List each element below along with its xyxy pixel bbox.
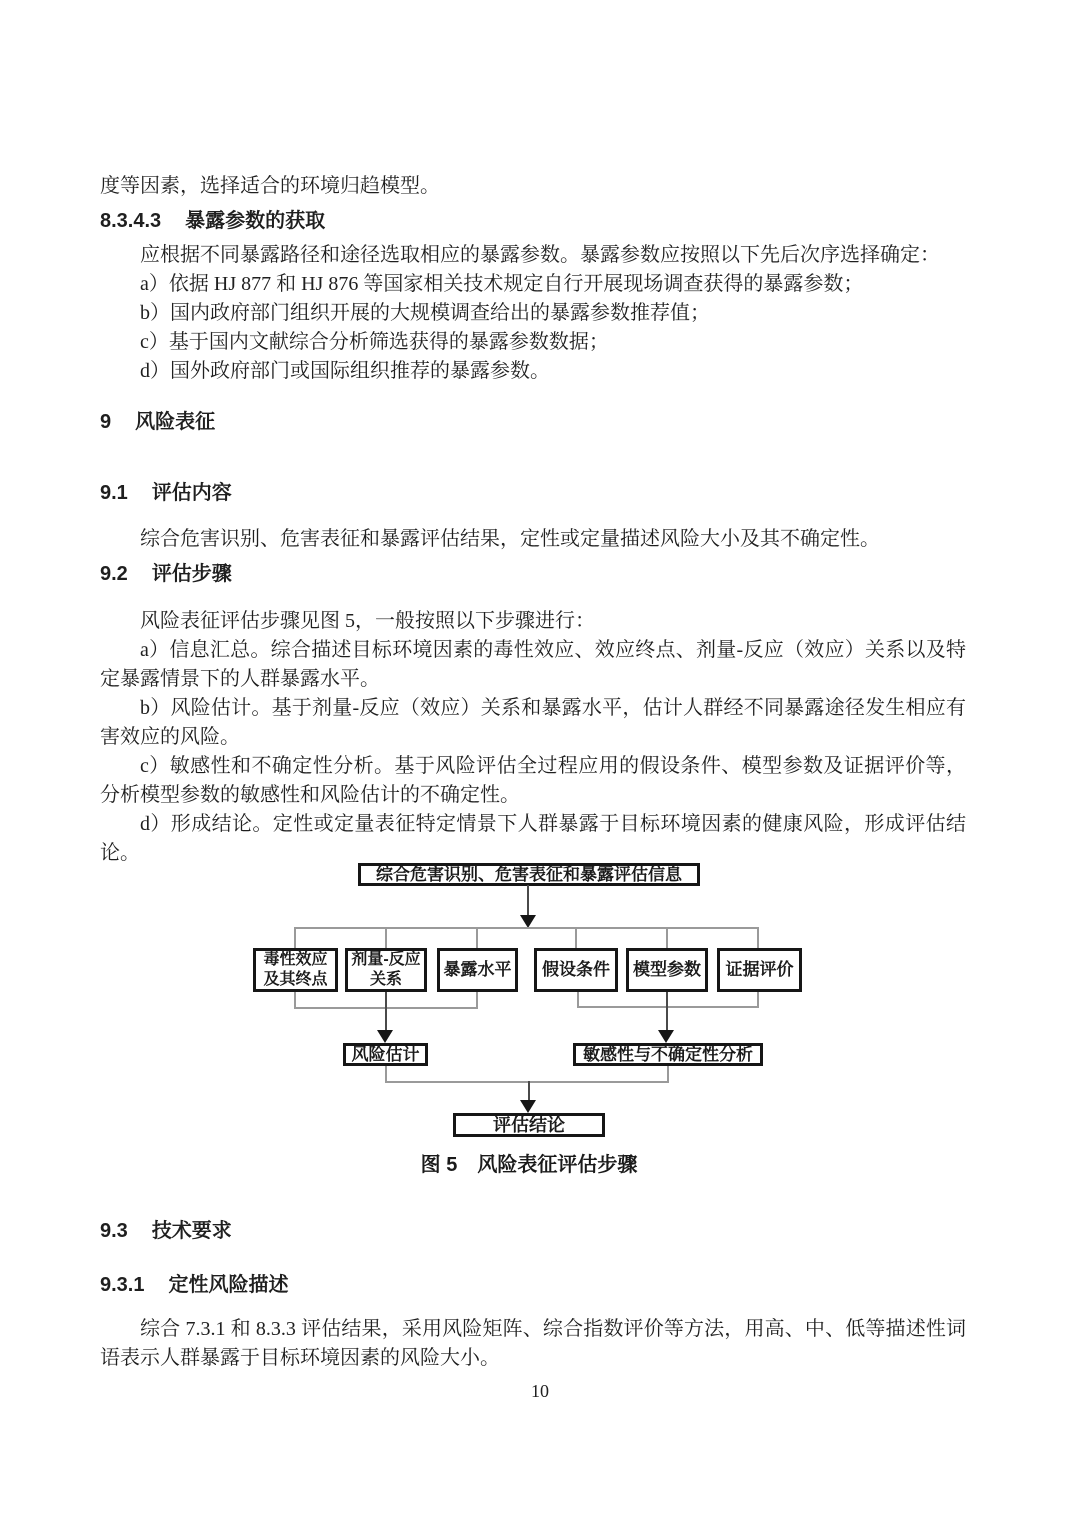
connector-line	[575, 928, 577, 949]
connector-line	[666, 928, 668, 949]
flow-box-risk-estimate: 风险估计	[343, 1043, 428, 1066]
section-title: 技术要求	[151, 1220, 232, 1242]
clause-title: 暴露参数的获取	[185, 210, 326, 232]
flow-box-model-params: 模型参数	[626, 948, 708, 992]
section-9-3-heading	[100, 1217, 966, 1246]
flow-box-dose-response: 剂量-反应关系	[345, 948, 427, 992]
connector-line	[385, 1081, 669, 1083]
section-title: 风险表征	[135, 411, 216, 433]
section-number: 9.3.1	[100, 1274, 145, 1296]
paragraph-9-1: 综合危害识别、危害表征和暴露评估结果，定性或定量描述风险大小及其不确定性。	[140, 528, 880, 550]
connector-line	[294, 927, 759, 929]
list-item-c: c）基于国内文献综合分析筛选获得的暴露参数数据；	[140, 331, 609, 353]
arrow-down-icon	[658, 1030, 674, 1043]
connector-line	[527, 885, 529, 916]
step-item-a: a）信息汇总。综合描述目标环境因素的毒性效应、效应终点、剂量-反应（效应）关系以及特定暴露情景下的人群暴露水平。	[100, 639, 966, 690]
flow-box-summary-info: 综合危害识别、危害表征和暴露评估信息	[358, 863, 700, 886]
connector-line	[476, 928, 478, 949]
paragraph-9-3-1: 综合 7.3.1 和 8.3.3 评估结果，采用风险矩阵、综合指数评价等方法，用高、中、低等描述性词语表示人群暴露于目标环境因素的风险大小。	[100, 1318, 966, 1369]
figure-caption: 图 5 风险表征评估步骤	[420, 1154, 638, 1176]
list-item-b: b）国内政府部门组织开展的大规模调查给出的暴露参数推荐值；	[140, 302, 710, 324]
list-item-a: a）依据 HJ 877 和 HJ 876 等国家相关技术规定自行开展现场调查获得的暴露参数；	[140, 273, 864, 295]
flow-box-evidence-eval: 证据评价	[717, 948, 802, 992]
arrow-down-icon	[377, 1030, 393, 1043]
connector-line	[385, 992, 387, 1032]
section-number: 9.3	[100, 1220, 128, 1242]
paragraph-exposure-params: 应根据不同暴露路径和途径选取相应的暴露参数。暴露参数应按照以下先后次序选择确定：	[140, 244, 940, 266]
flow-box-exposure-level: 暴露水平	[437, 948, 518, 992]
arrow-down-icon	[520, 1100, 536, 1113]
clause-number: 8.3.4.3	[100, 210, 162, 232]
section-title: 评估内容	[151, 482, 232, 504]
page-number: 10	[531, 1381, 549, 1401]
flow-box-assumptions: 假设条件	[534, 948, 618, 992]
section-number: 9.2	[100, 563, 128, 585]
connector-line	[528, 1081, 530, 1102]
paragraph-continued: 度等因素，选择适合的环境归趋模型。	[100, 175, 440, 197]
paragraph-9-2-intro: 风险表征评估步骤见图 5，一般按照以下步骤进行：	[140, 610, 595, 632]
section-number: 9.1	[100, 482, 128, 504]
section-title: 定性风险描述	[168, 1274, 289, 1296]
section-number: 9	[100, 411, 112, 433]
section-title: 评估步骤	[151, 563, 232, 585]
connector-line	[577, 1006, 759, 1008]
connector-line	[294, 928, 296, 949]
connector-line	[666, 992, 668, 1032]
flow-box-sensitivity-analysis: 敏感性与不确定性分析	[573, 1043, 763, 1066]
connector-line	[385, 928, 387, 949]
body-text-lower	[100, 1217, 966, 1373]
flow-box-toxic-effects: 毒性效应及其终点	[253, 948, 338, 992]
step-item-d: d）形成结论。定性或定量表征特定情景下人群暴露于目标环境因素的健康风险，形成评估结论。	[100, 813, 966, 864]
step-item-c: c）敏感性和不确定性分析。基于风险评估全过程应用的假设条件、模型参数及证据评价等，分析模型参数的敏感性和风险估计的不确定性。	[100, 755, 966, 806]
flow-box-conclusion: 评估结论	[453, 1113, 605, 1137]
list-item-d: d）国外政府部门或国际组织推荐的暴露参数。	[140, 360, 550, 382]
connector-line	[757, 928, 759, 949]
step-item-b: b）风险估计。基于剂量-反应（效应）关系和暴露水平，估计人群经不同暴露途径发生相应有害效应的风险。	[100, 697, 966, 748]
section-9-3-1-heading	[100, 1271, 966, 1300]
